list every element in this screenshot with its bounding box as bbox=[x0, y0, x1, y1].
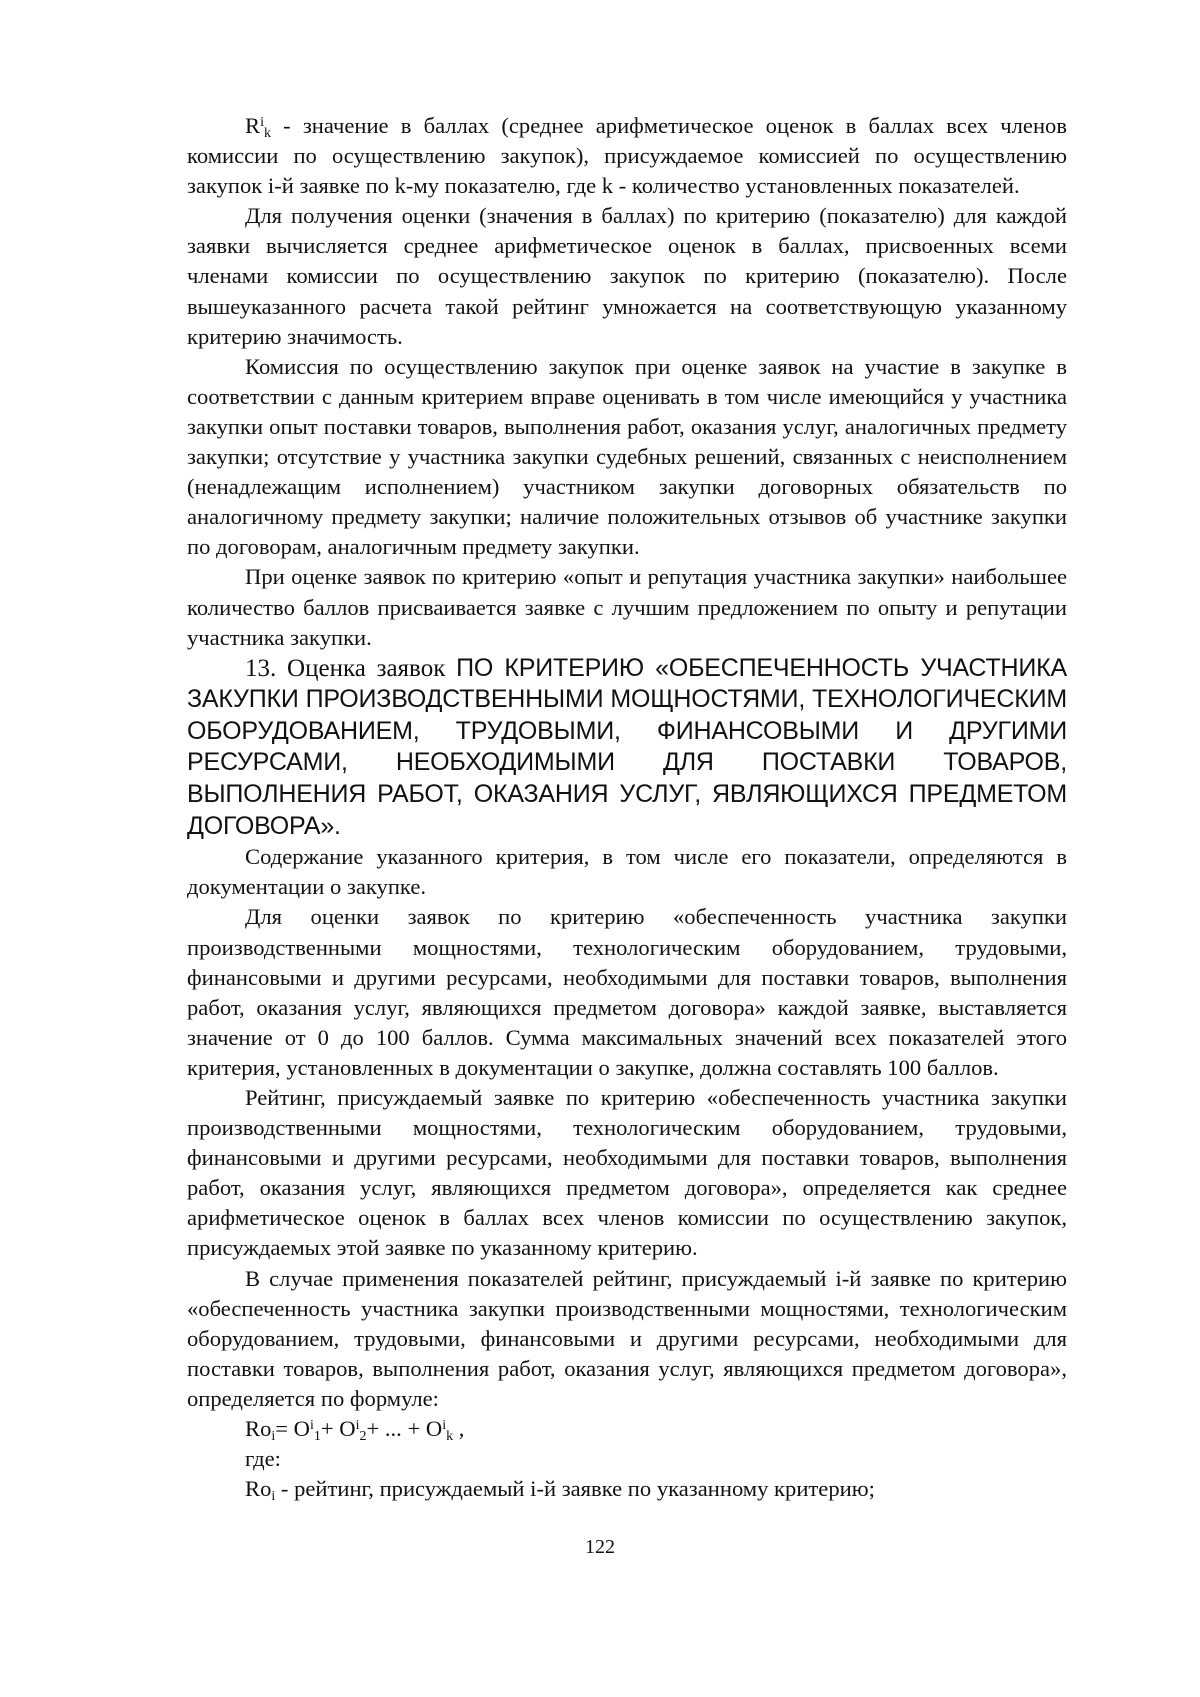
heading-prefix: 13. Оценка заявок bbox=[245, 654, 457, 682]
symbol-O: O bbox=[293, 1416, 310, 1442]
symbol-Ro: Ro bbox=[245, 1476, 272, 1502]
paragraph-criterion-content: Содержание указанного критерия, в том числе его показатели, определяются в документации о закупке. bbox=[187, 844, 1067, 900]
paragraph-text: - значение в баллах (среднее арифметическое оценок в баллах всех членов комиссии по осуществлению закупок), присуждаемое комиссией по осуществлению закупок i-й заявке по k-му показателю, где k - количество установленных показателей. bbox=[187, 113, 1067, 199]
formula-plus: + bbox=[320, 1416, 340, 1442]
formula-end: , bbox=[453, 1416, 465, 1442]
formula-line bbox=[187, 1414, 1067, 1444]
symbol-Ro: Ro bbox=[245, 1416, 272, 1442]
paragraph-rik-definition bbox=[187, 111, 1067, 201]
subscript-i: i bbox=[271, 1428, 276, 1444]
subscript-k: k bbox=[263, 125, 271, 141]
superscript-i: i bbox=[309, 1418, 314, 1434]
subscript-1: 1 bbox=[313, 1428, 321, 1444]
page-body bbox=[187, 111, 1067, 1504]
symbol-O: O bbox=[425, 1416, 443, 1442]
subscript-i: i bbox=[271, 1488, 276, 1504]
symbol-O: O bbox=[339, 1416, 356, 1442]
page-number: 122 bbox=[585, 1536, 615, 1558]
formula-definition-roi bbox=[187, 1474, 1067, 1504]
paragraph-resources-rating: Рейтинг, присуждаемый заявке по критерию «обеспеченность участника закупки производственными мощностями, технологическим оборудованием, трудовыми, финансовыми и другими ресурсами, необходимыми для поставки товаров, выполнения работ, оказания услуг, являющихся предметом договора», определяется как среднее арифметическое оценок в баллах всех членов комиссии по осуществлению закупок, присуждаемых этой заявке по указанному критерию. bbox=[187, 1085, 1067, 1261]
symbol-R: R bbox=[245, 113, 261, 138]
formula-where: где: bbox=[245, 1446, 281, 1472]
superscript-i: i bbox=[260, 115, 264, 130]
subscript-2: 2 bbox=[359, 1428, 367, 1444]
formula-equals: = bbox=[275, 1416, 294, 1442]
paragraph-experience-criterion: При оценке заявок по критерию «опыт и репутация участника закупки» наибольшее количество баллов присваивается заявке с лучшим предложением по опыту и репутации участника закупки. bbox=[187, 564, 1067, 650]
heading-caps: ПО КРИТЕРИЮ «ОБЕСПЕЧЕННОСТЬ УЧАСТНИКА ЗАКУПКИ ПРОИЗВОДСТВЕННЫМИ МОЩНОСТЯМИ, ТЕХНОЛОГИЧЕСКИМ ОБОРУДОВАНИЕМ, ТРУДОВЫМИ, ФИНАНСОВЫМИ И ДРУГИМИ РЕСУРСАМИ, НЕОБХОДИМЫМИ ДЛЯ ПОСТАВКИ ТОВАРОВ, ВЫПОЛНЕНИЯ РАБОТ, ОКАЗАНИЯ УСЛУГ, ЯВЛЯЮЩИХСЯ ПРЕДМЕТОМ ДОГОВОРА». bbox=[187, 653, 1067, 840]
formula-ellipsis: + ... + bbox=[366, 1416, 426, 1442]
paragraph-resources-score: Для оценки заявок по критерию «обеспеченность участника закупки производственными мощностями, технологическим оборудованием, трудовыми, финансовыми и другими ресурсами, необходимыми для поставки товаров, выполнения работ, оказания услуг, являющихся предметом договора» каждой заявке, выставляется значение от 0 до 100 баллов. Сумма максимальных значений всех показателей этого критерия, установленных в документации о закупке, должна составлять 100 баллов. bbox=[187, 904, 1067, 1080]
section-heading-13 bbox=[187, 653, 1067, 843]
superscript-i: i bbox=[355, 1418, 360, 1434]
paragraph-formula-intro: В случае применения показателей рейтинг, присуждаемый i-й заявке по критерию «обеспеченность участника закупки производственными мощностями, технологическим оборудованием, трудовыми, финансовыми и другими ресурсами, необходимыми для поставки товаров, выполнения работ, оказания услуг, являющихся предметом договора», определяется по формуле: bbox=[187, 1265, 1067, 1411]
paragraph-score-calculation: Для получения оценки (значения в баллах) по критерию (показателю) для каждой заявки вычисляется среднее арифметическое оценок в баллах, присвоенных всеми членами комиссии по осуществлению закупок по критерию (показателю). После вышеуказанного расчета такой рейтинг умножается на соответствующую указанному критерию значимость. bbox=[187, 203, 1067, 349]
paragraph-commission-evaluation: Комиссия по осуществлению закупок при оценке заявок на участие в закупке в соответствии с данным критерием вправе оценивать в том числе имеющийся у участника закупки опыт поставки товаров, выполнения работ, оказания услуг, аналогичных предмету закупки; отсутствие у участника закупки судебных решений, связанных с неисполнением (ненадлежащим исполнением) участником закупки договорных обязательств по аналогичному предмету закупки; наличие положительных отзывов об участнике закупки по договорам, аналогичным предмету закупки. bbox=[187, 353, 1067, 560]
superscript-i: i bbox=[442, 1418, 447, 1434]
definition-text: - рейтинг, присуждаемый i-й заявке по указанному критерию; bbox=[275, 1476, 875, 1502]
subscript-k: k bbox=[446, 1428, 454, 1444]
